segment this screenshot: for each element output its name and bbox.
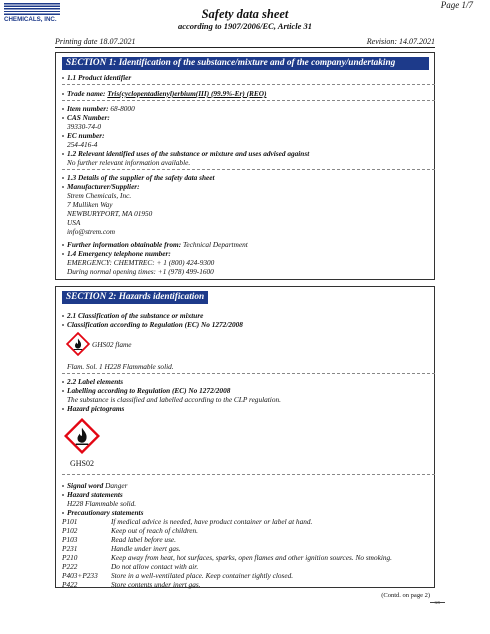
bullet	[62, 177, 64, 179]
bullet	[62, 512, 64, 514]
precaution-text: Do not allow contact with air.	[111, 562, 199, 571]
divider	[62, 474, 435, 475]
item-number-line	[67, 104, 135, 113]
precaution-text: Read label before use.	[111, 535, 176, 544]
bullet	[62, 315, 64, 317]
bullet	[62, 135, 64, 137]
supplier-email: info@strem.com	[67, 227, 115, 236]
header-divider	[55, 47, 435, 48]
labelling-text: The substance is classified and labelled according to the CLP regulation.	[67, 395, 281, 404]
revision-date: Revision: 14.07.2021	[366, 37, 435, 46]
further-info-line	[67, 240, 248, 249]
pictograms-heading: Hazard pictograms	[67, 404, 125, 413]
precaution-code: P403+P233	[62, 571, 98, 580]
trade-name-line	[67, 89, 267, 98]
emergency-line: EMERGENCY: CHEMTREC: + 1 (800) 424-9300	[67, 258, 215, 267]
supplier-line: USA	[67, 218, 81, 227]
precaution-code: P210	[62, 553, 78, 562]
ec-value: 254-416-4	[67, 140, 98, 149]
bullet	[62, 253, 64, 255]
pictogram-code: GHS02	[70, 459, 95, 468]
divider	[62, 169, 435, 170]
bullet	[62, 244, 64, 246]
bullet	[62, 108, 64, 110]
document-subtitle: according to 1907/2006/EC, Article 31	[177, 21, 313, 31]
label-elements-heading: 2.2 Label elements	[67, 377, 124, 386]
section-1-heading: SECTION 1: Identification of the substance/mixture and of the company/undertaking	[62, 57, 429, 70]
page-number: Page 1/7	[440, 0, 473, 10]
bullet	[62, 408, 64, 410]
labelling-regulation: Labelling according to Regulation (EC) No 1272/2008	[67, 386, 231, 395]
item-number-label: Item number:	[67, 104, 109, 113]
flame-icon	[66, 332, 90, 356]
signal-word-label: Signal word	[67, 481, 104, 490]
trade-name-value: Tris(cyclopentadienyl)erbium(III) (99.9%-Er) (REO)	[107, 89, 267, 98]
uses-text: No further relevant information available.	[67, 158, 191, 167]
cas-label: CAS Number:	[67, 113, 110, 122]
logo-subtitle: CHEMICALS, INC.	[4, 16, 57, 23]
precaution-text: Store in a well-ventilated place. Keep container tightly closed.	[111, 571, 294, 580]
precaution-text: Handle under inert gas.	[111, 544, 181, 553]
bullet	[62, 390, 64, 392]
precaution-code: P103	[62, 535, 78, 544]
classification-regulation: Classification according to Regulation (EC) No 1272/2008	[67, 320, 243, 329]
bullet	[62, 77, 64, 79]
hazard-statement: H228 Flammable solid.	[67, 499, 137, 508]
continued-note: (Contd. on page 2)	[381, 592, 430, 599]
signal-word-line	[67, 481, 127, 490]
bullet	[62, 485, 64, 487]
bullet	[62, 494, 64, 496]
item-number-value: 68-8000	[110, 104, 135, 113]
precaution-code: P101	[62, 517, 78, 526]
further-info-label: Further information obtainable from:	[67, 240, 182, 249]
precaution-text: If medical advice is needed, have product container or label at hand.	[111, 517, 313, 526]
hazard-statements-heading: Hazard statements	[67, 490, 123, 499]
precautionary-heading: Precautionary statements	[67, 508, 144, 517]
precaution-text: Keep away from heat, hot surfaces, sparks, open flames and other ignition sources. No smoking.	[111, 553, 392, 562]
emergency-heading: 1.4 Emergency telephone number:	[67, 249, 171, 258]
bullet	[62, 153, 64, 155]
precaution-text: Keep out of reach of children.	[111, 526, 199, 535]
ghs-flame-label: GHS02 flame	[92, 340, 132, 349]
supplier-line: Strem Chemicals, Inc.	[67, 191, 132, 200]
cas-value: 39330-74-0	[67, 122, 102, 131]
section-2-heading: SECTION 2: Hazards identification	[62, 291, 208, 304]
supplier-label: Manufacturer/Supplier:	[67, 182, 140, 191]
precaution-text: Store contents under inert gas.	[111, 580, 201, 589]
bullet	[62, 324, 64, 326]
divider	[62, 373, 435, 374]
flame-icon	[64, 418, 100, 454]
trade-name-label: Trade name:	[67, 89, 106, 98]
product-identifier-heading: 1.1 Product identifier	[67, 73, 132, 82]
document-title: Safety data sheet	[201, 7, 289, 21]
bullet	[62, 186, 64, 188]
supplier-heading: 1.3 Details of the supplier of the safety data sheet	[67, 173, 215, 182]
supplier-line: 7 Mulliken Way	[67, 200, 113, 209]
precaution-code: P102	[62, 526, 78, 535]
bullet	[62, 93, 64, 95]
supplier-line: NEWBURYPORT, MA 01950	[67, 209, 153, 218]
language-flag: GB	[434, 600, 440, 605]
precaution-code: P222	[62, 562, 78, 571]
ec-label: EC number:	[67, 131, 105, 140]
uses-heading: 1.2 Relevant identified uses of the substance or mixture and uses advised against	[67, 149, 310, 158]
precaution-code: P422	[62, 580, 78, 589]
printing-date: Printing date 18.07.2021	[55, 37, 136, 46]
hazard-class: Flam. Sol. 1 H228 Flammable solid.	[67, 362, 174, 371]
precaution-code: P231	[62, 544, 78, 553]
further-info-value: Technical Department	[182, 240, 248, 249]
divider	[62, 100, 435, 101]
opening-times-line: During normal opening times: +1 (978) 499-1600	[67, 267, 214, 276]
bullet	[62, 117, 64, 119]
divider	[62, 84, 435, 85]
bullet	[62, 381, 64, 383]
signal-word-value: Danger	[105, 481, 128, 490]
classification-heading: 2.1 Classification of the substance or mixture	[67, 311, 204, 320]
